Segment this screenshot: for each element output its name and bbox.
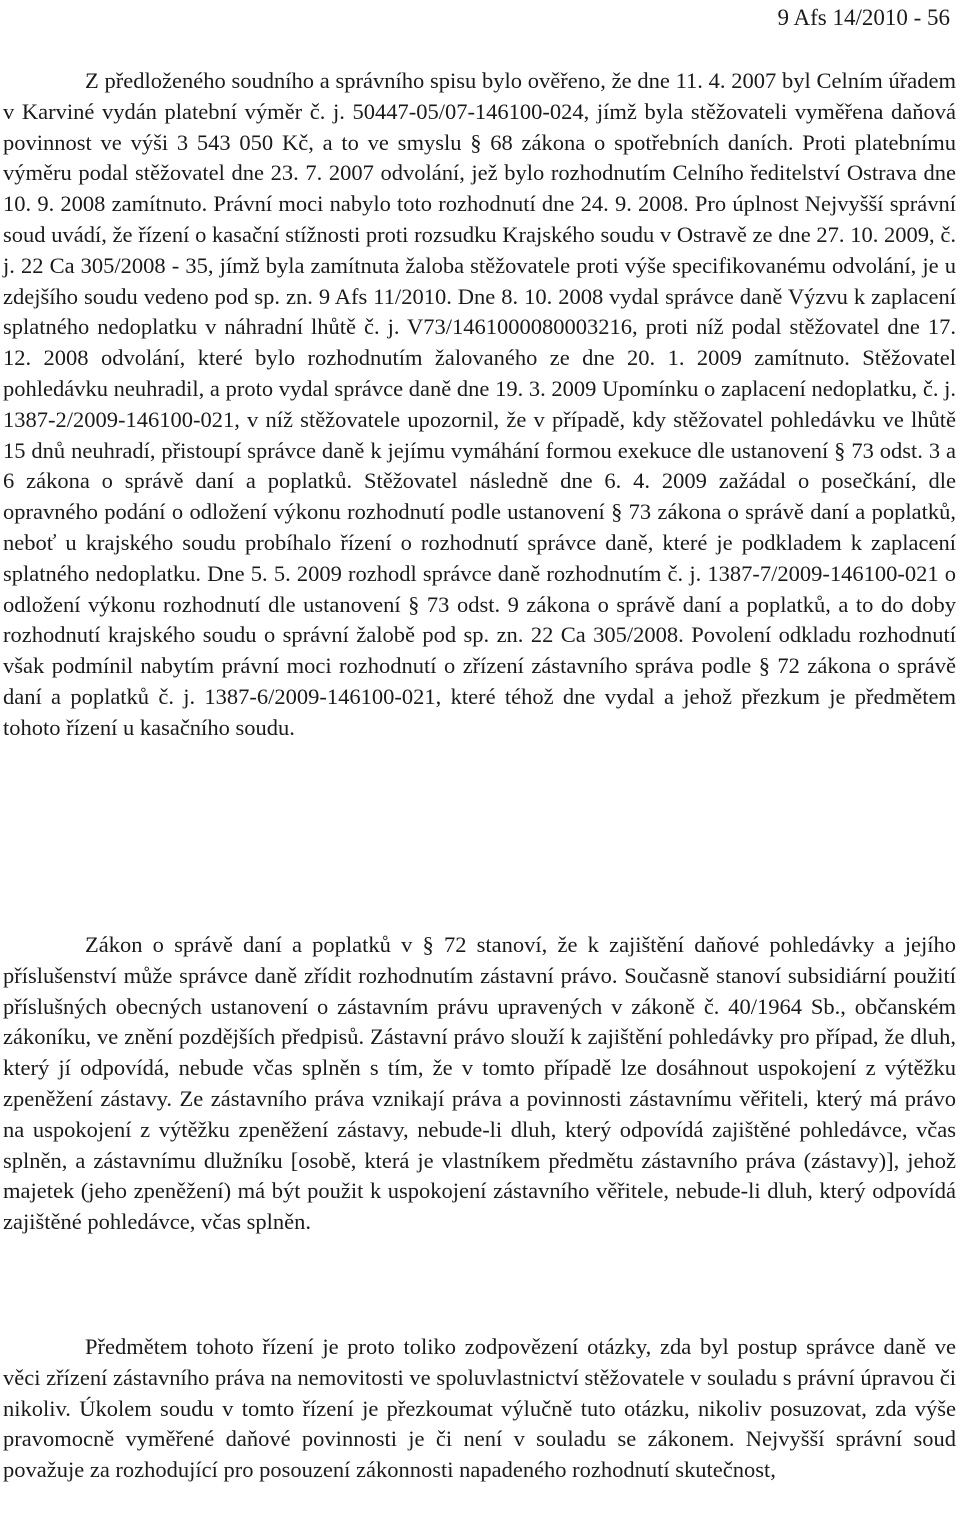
paragraph-legal-basis: Zákon o správě daní a poplatků v § 72 stanoví, že k zajištění daňové pohledávky a jejího příslušenství může správce daně zřídit rozhodnutím zástavní právo. Současně stanoví subsidiární použití příslušných obecných ustanovení o zástavním právu upravených v zákoně č. 40/1964 Sb., občanském zákoníku, ve znění pozdějších předpisů. Zástavní právo slouží k zajištění pohledávky pro případ, že dluh, který jí odpovídá, nebude včas splněn s tím, že v tomto případě lze dosáhnout uspokojení z výtěžku zpeněžení zástavy. Ze zástavního práva vznikají práva a povinnosti zástavnímu věřiteli, který má právo na uspokojení z výtěžku zpeněžení zástavy, nebude-li dluh, který odpovídá zajištěné pohledávce, včas splněn, a zástavnímu dlužníku [osobě, která je vlastníkem předmětu zástavního práva (zástavy)], jehož majetek (jeho zpeněžení) má být použit k uspokojení zástavního věřitele, nebude-li dluh, který odpovídá zajištěné pohledávce, včas splněn. (3, 932, 956, 1235)
case-number-header: 9 Afs 14/2010 - 56 (777, 5, 950, 30)
paragraph-facts: Z předloženého soudního a správního spisu bylo ověřeno, že dne 11. 4. 2007 byl Celním úřadem v Karviné vydán platební výměr č. j. 50447-05/07-146100-024, jímž byla stěžovateli vyměřena daňová povinnost ve výši 3 543 050 Kč, a to ve smyslu § 68 zákona o spotřebních daních. Proti platebnímu výměru podal stěžovatel dne 23. 7. 2007 odvolání, jež bylo rozhodnutím Celního ředitelství Ostrava dne 10. 9. 2008 zamítnuto. Právní moci nabylo toto rozhodnutí dne 24. 9. 2008. Pro úplnost Nejvyšší správní soud uvádí, že řízení o kasační stížnosti proti rozsudku Krajského soudu v Ostravě ze dne 27. 10. 2009, č. j. 22 Ca 305/2008 - 35, jímž byla zamítnuta žaloba stěžovatele proti výše specifikovanému odvolání, je u zdejšího soudu vedeno pod sp. zn. 9 Afs 11/2010. Dne 8. 10. 2008 vydal správce daně Výzvu k zaplacení splatného nedoplatku v náhradní lhůtě č. j. V73/1461000080003216, proti níž podal stěžovatel dne 17. 12. 2008 odvolání, které bylo rozhodnutím žalovaného ze dne 20. 1. 2009 zamítnuto. Stěžovatel pohledávku neuhradil, a proto vydal správce daně dne 19. 3. 2009 Upomínku o zaplacení nedoplatku, č. j. 1387-2/2009-146100-021, v níž stěžovatele upozornil, že v případě, kdy stěžovatel pohledávku ve lhůtě 15 dnů neuhradí, přistoupí správce daně k jejímu vymáhání formou exekuce dle ustanovení § 73 odst. 3 a 6 zákona o správě daní a poplatků. Stěžovatel následně dne 6. 4. 2009 zažádal o posečkání, dle opravného podání o odložení výkonu rozhodnutí podle ustanovení § 73 zákona o správě daní a poplatků, neboť u krajského soudu probíhalo řízení o rozhodnutí správce daně, které je podkladem k zaplacení splatného nedoplatku. Dne 5. 5. 2009 rozhodl správce daně rozhodnutím č. j. 1387-7/2009-146100-021 o odložení výkonu rozhodnutí dle ustanovení § 73 odst. 9 zákona o správě daní a poplatků, a to do doby rozhodnutí krajského soudu o správní žalobě pod sp. zn. 22 Ca 305/2008. Povolení odkladu rozhodnutí však podmínil nabytím právní moci rozhodnutí o zřízení zástavního správa podle § 72 zákona o správě daní a poplatků č. j. 1387-6/2009-146100-021, které téhož dne vydal a jehož přezkum je předmětem tohoto řízení u kasačního soudu. (3, 68, 956, 740)
paragraph-subject: Předmětem tohoto řízení je proto toliko zodpovězení otázky, zda byl postup správce daně ve věci zřízení zástavního práva na nemovitosti ve spoluvlastnictví stěžovatele v souladu s právní úpravou či nikoliv. Úkolem soudu v tomto řízení je přezkoumat výlučně tuto otázku, nikoliv posuzovat, zda výše pravomocně vyměřené daňové povinnosti je či není v souladu se zákonem. Nejvyšší správní soud považuje za rozhodující pro posouzení zákonnosti napadeného rozhodnutí skutečnost, (3, 1334, 956, 1483)
